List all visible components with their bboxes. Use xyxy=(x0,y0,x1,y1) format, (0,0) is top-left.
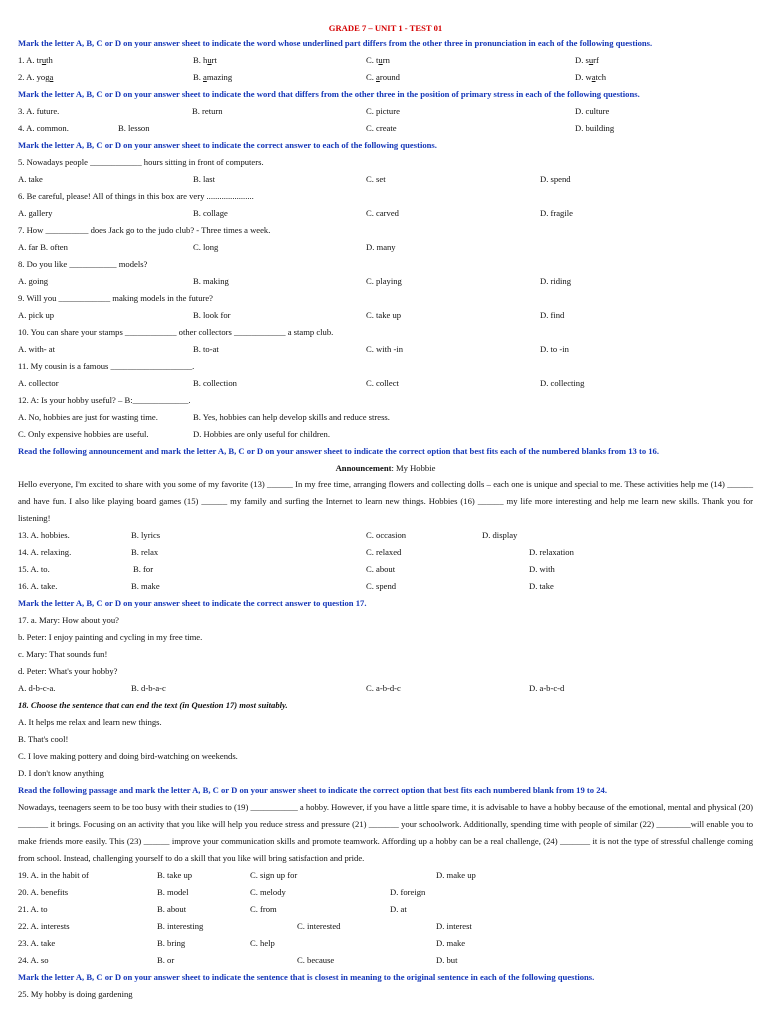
q5-option-c: C. set xyxy=(366,174,386,184)
q15-option-d: D. with xyxy=(529,564,555,574)
q21-option-d: D. at xyxy=(390,904,407,914)
q5-option-b: B. last xyxy=(193,174,215,184)
question-9: 9. Will you ____________ making models in the future? xyxy=(18,293,213,303)
q8-option-a: A. going xyxy=(18,276,49,286)
question-11-options xyxy=(18,375,753,392)
q22-option-a: 22. A. interests xyxy=(18,921,70,931)
instruction-passage: Read the following passage and mark the letter A, B, C or D on your answer sheet to indicate the correct option that best fits each numbered blank from 19 to 24. xyxy=(18,785,607,795)
q18-option-a: A. It helps me relax and learn new things. xyxy=(18,717,162,727)
question-3-options xyxy=(18,103,753,120)
q3-option-c: C. picture xyxy=(366,106,400,116)
question-8-options xyxy=(18,273,753,290)
q4-option-a: 4. A. common. xyxy=(18,123,69,133)
question-14-options xyxy=(18,544,753,561)
q23-option-a: 23. A. take xyxy=(18,938,56,948)
q2-option-d: D. watch xyxy=(575,72,607,82)
q1-option-d: D. surf xyxy=(575,55,599,65)
test-page xyxy=(18,22,753,1003)
q17-line-c: c. Mary: That sounds fun! xyxy=(18,649,108,659)
q19-option-a: 19. A. in the habit of xyxy=(18,870,89,880)
page-title: GRADE 7 – UNIT 1 - TEST 01 xyxy=(328,23,443,33)
question-12-options-ab xyxy=(18,409,753,426)
q19-option-c: C. sign up for xyxy=(250,870,298,880)
q1-option-a: 1. A. truth xyxy=(18,55,53,65)
question-6: 6. Be careful, please! All of things in this box are very ...................... xyxy=(18,191,254,201)
q22-option-c: C. interested xyxy=(297,921,341,931)
q2-option-b: B. amazing xyxy=(193,72,233,82)
q4-option-b: B. lesson xyxy=(118,123,150,133)
question-5: 5. Nowadays people ____________ hours sitting in front of computers. xyxy=(18,157,264,167)
question-1-options xyxy=(18,52,753,69)
q3-option-d: D. culture xyxy=(575,106,610,116)
q11-option-c: C. collect xyxy=(366,378,399,388)
q12-option-a: A. No, hobbies are just for wasting time. xyxy=(18,412,158,422)
q6-option-c: C. carved xyxy=(366,208,399,218)
q13-option-a: 13. A. hobbies. xyxy=(18,530,70,540)
question-2-options xyxy=(18,69,753,86)
q17-option-b: B. d-b-a-c xyxy=(131,683,166,693)
q23-option-d: D. make xyxy=(436,938,466,948)
q10-option-d: D. to -in xyxy=(540,344,569,354)
q7-option-c: C. long xyxy=(193,242,219,252)
q15-option-a: 15. A. to. xyxy=(18,564,50,574)
q10-option-a: A. with- at xyxy=(18,344,55,354)
q14-option-b: B. relax xyxy=(131,547,159,557)
q17-option-c: C. a-b-d-c xyxy=(366,683,401,693)
q18-option-d: D. I don't know anything xyxy=(18,768,104,778)
q16-option-b: B. make xyxy=(131,581,160,591)
q7-option-d: D. many xyxy=(366,242,396,252)
instruction-announcement: Read the following announcement and mark the letter A, B, C or D on your answer sheet to indicate the correct option that best fits each of the numbered blanks from 13 to 16. xyxy=(18,446,660,456)
q17-option-d: D. a-b-c-d xyxy=(529,683,565,693)
question-17-options xyxy=(18,680,753,697)
q11-option-a: A. collector xyxy=(18,378,59,388)
question-12-options-cd xyxy=(18,426,753,443)
q7-option-ab: A. far B. often xyxy=(18,242,68,252)
question-24-options xyxy=(18,952,753,969)
question-25: 25. My hobby is doing gardening xyxy=(18,989,133,999)
q11-option-d: D. collecting xyxy=(540,378,585,388)
q12-option-b: B. Yes, hobbies can help develop skills and reduce stress. xyxy=(193,412,390,422)
q18-option-c: C. I love making pottery and doing bird-watching on weekends. xyxy=(18,751,238,761)
q17-line-d: d. Peter: What's your hobby? xyxy=(18,666,118,676)
q3-option-a: 3. A. future. xyxy=(18,106,60,116)
q8-option-d: D. riding xyxy=(540,276,572,286)
q22-option-d: D. interest xyxy=(436,921,472,931)
q14-option-c: C. relaxed xyxy=(366,547,402,557)
announcement-title: Announcement: My Hobbie xyxy=(335,463,436,473)
question-7: 7. How __________ does Jack go to the judo club? - Three times a week. xyxy=(18,225,271,235)
q2-option-c: C. around xyxy=(366,72,400,82)
question-19-options xyxy=(18,867,753,884)
q8-option-b: B. making xyxy=(193,276,229,286)
q4-option-d: D. building xyxy=(575,123,615,133)
q21-option-c: C. from xyxy=(250,904,277,914)
q6-option-b: B. collage xyxy=(193,208,228,218)
q17-option-a: A. d-b-c-a. xyxy=(18,683,56,693)
q1-option-b: B. hurt xyxy=(193,55,217,65)
q23-option-c: C. help xyxy=(250,938,275,948)
q12-option-c: C. Only expensive hobbies are useful. xyxy=(18,429,149,439)
q10-option-b: B. to-at xyxy=(193,344,219,354)
q21-option-a: 21. A. to xyxy=(18,904,48,914)
question-8: 8. Do you like ___________ models? xyxy=(18,259,148,269)
q5-option-d: D. spend xyxy=(540,174,571,184)
q9-option-b: B. look for xyxy=(193,310,231,320)
question-10-options xyxy=(18,341,753,358)
question-7-options xyxy=(18,239,753,256)
q6-option-d: D. fragile xyxy=(540,208,573,218)
passage-text: Nowadays, teenagers seem to be too busy with their studies to (19) ___________ a hobby. However, if you have a little spare time, it is advisable to have a hobby because of the emotional, mental and physical (20) _______ it brings. Focusing on an activity that you like will help you reduce stress and pressure (21) _______ your schoolwork. Additionally, spending time with people of similar (22) ________will enable you to make friends more easily. This (23) ______ improve your communication skills and promote teamwork. Affording up a hobby can be a real challenge, (24) _______ it is not the type of stressful challenge coming from school. Instead, challenging yourself to do a skill that you like will bring satisfaction and pride. xyxy=(18,802,753,863)
q21-option-b: B. about xyxy=(157,904,187,914)
q9-option-c: C. take up xyxy=(366,310,402,320)
q14-option-d: D. relaxation xyxy=(529,547,574,557)
q17-line-a: 17. a. Mary: How about you? xyxy=(18,615,119,625)
q9-option-d: D. find xyxy=(540,310,565,320)
q19-option-b: B. take up xyxy=(157,870,193,880)
q23-option-b: B. bring xyxy=(157,938,186,948)
question-11: 11. My cousin is a famous ___________________. xyxy=(18,361,195,371)
q13-option-c: C. occasion xyxy=(366,530,407,540)
question-23-options xyxy=(18,935,753,952)
q17-line-b: b. Peter: I enjoy painting and cycling in my free time. xyxy=(18,632,203,642)
q2-option-a: 2. A. yoga xyxy=(18,72,54,82)
q20-option-c: C. melody xyxy=(250,887,286,897)
q18-option-b: B. That's cool! xyxy=(18,734,69,744)
question-13-options xyxy=(18,527,753,544)
question-4-options xyxy=(18,120,753,137)
q14-option-a: 14. A. relaxing. xyxy=(18,547,72,557)
q5-option-a: A. take xyxy=(18,174,43,184)
q15-option-b: B. for xyxy=(133,564,154,574)
q4-option-c: C. create xyxy=(366,123,397,133)
q13-option-b: B. lyrics xyxy=(131,530,161,540)
q12-option-d: D. Hobbies are only useful for children. xyxy=(193,429,330,439)
q19-option-d: D. make up xyxy=(436,870,476,880)
announcement-text: Hello everyone, I'm excited to share with you some of my favorite (13) ______ In my free time, arranging flowers and collecting dolls – each one is unique and special to me. These activities help me (14) ______ and have fun. I also like playing board games (15) ______ my family and surfing the Internet to learn new things. Hobbies (16) ______ my life more interesting and help me learn new skills. Thank you for listening! xyxy=(18,479,753,523)
instruction-pronunciation: Mark the letter A, B, C or D on your answer sheet to indicate the word whose underlined part differs from the other three in pronunciation in each of the following questions. xyxy=(18,38,653,48)
q1-option-c: C. turn xyxy=(366,55,390,65)
question-20-options xyxy=(18,884,753,901)
question-12: 12. A: Is your hobby useful? – B:_____________. xyxy=(18,395,191,405)
q24-option-a: 24. A. so xyxy=(18,955,49,965)
question-10: 10. You can share your stamps ____________ other collectors ____________ a stamp club. xyxy=(18,327,334,337)
instruction-meaning: Mark the letter A, B, C or D on your answer sheet to indicate the sentence that is closest in meaning to the original sentence in each of the following questions. xyxy=(18,972,595,982)
q16-option-a: 16. A. take. xyxy=(18,581,58,591)
question-6-options xyxy=(18,205,753,222)
q24-option-b: B. or xyxy=(157,955,175,965)
question-9-options xyxy=(18,307,753,324)
q6-option-a: A. gallery xyxy=(18,208,53,218)
question-18: 18. Choose the sentence that can end the text (in Question 17) most suitably. xyxy=(18,700,288,710)
q16-option-c: C. spend xyxy=(366,581,397,591)
instruction-q17: Mark the letter A, B, C or D on your answer sheet to indicate the correct answer to question 17. xyxy=(18,598,367,608)
instruction-stress: Mark the letter A, B, C or D on your answer sheet to indicate the word that differs from the other three in the position of primary stress in each of the following questions. xyxy=(18,89,640,99)
q9-option-a: A. pick up xyxy=(18,310,55,320)
q20-option-d: D. foreign xyxy=(390,887,426,897)
q13-option-d: D. display xyxy=(482,530,518,540)
q24-option-d: D. but xyxy=(436,955,458,965)
q10-option-c: C. with -in xyxy=(366,344,404,354)
q20-option-b: B. model xyxy=(157,887,189,897)
q16-option-d: D. take xyxy=(529,581,554,591)
question-22-options xyxy=(18,918,753,935)
question-21-options xyxy=(18,901,753,918)
q24-option-c: C. because xyxy=(297,955,335,965)
instruction-correct-answer: Mark the letter A, B, C or D on your answer sheet to indicate the correct answer to each of the following questions. xyxy=(18,140,437,150)
question-5-options xyxy=(18,171,753,188)
q20-option-a: 20. A. benefits xyxy=(18,887,69,897)
q22-option-b: B. interesting xyxy=(157,921,204,931)
question-15-options xyxy=(18,561,753,578)
q8-option-c: C. playing xyxy=(366,276,402,286)
q11-option-b: B. collection xyxy=(193,378,237,388)
q3-option-b: B. return xyxy=(192,106,223,116)
q15-option-c: C. about xyxy=(366,564,396,574)
question-16-options xyxy=(18,578,753,595)
